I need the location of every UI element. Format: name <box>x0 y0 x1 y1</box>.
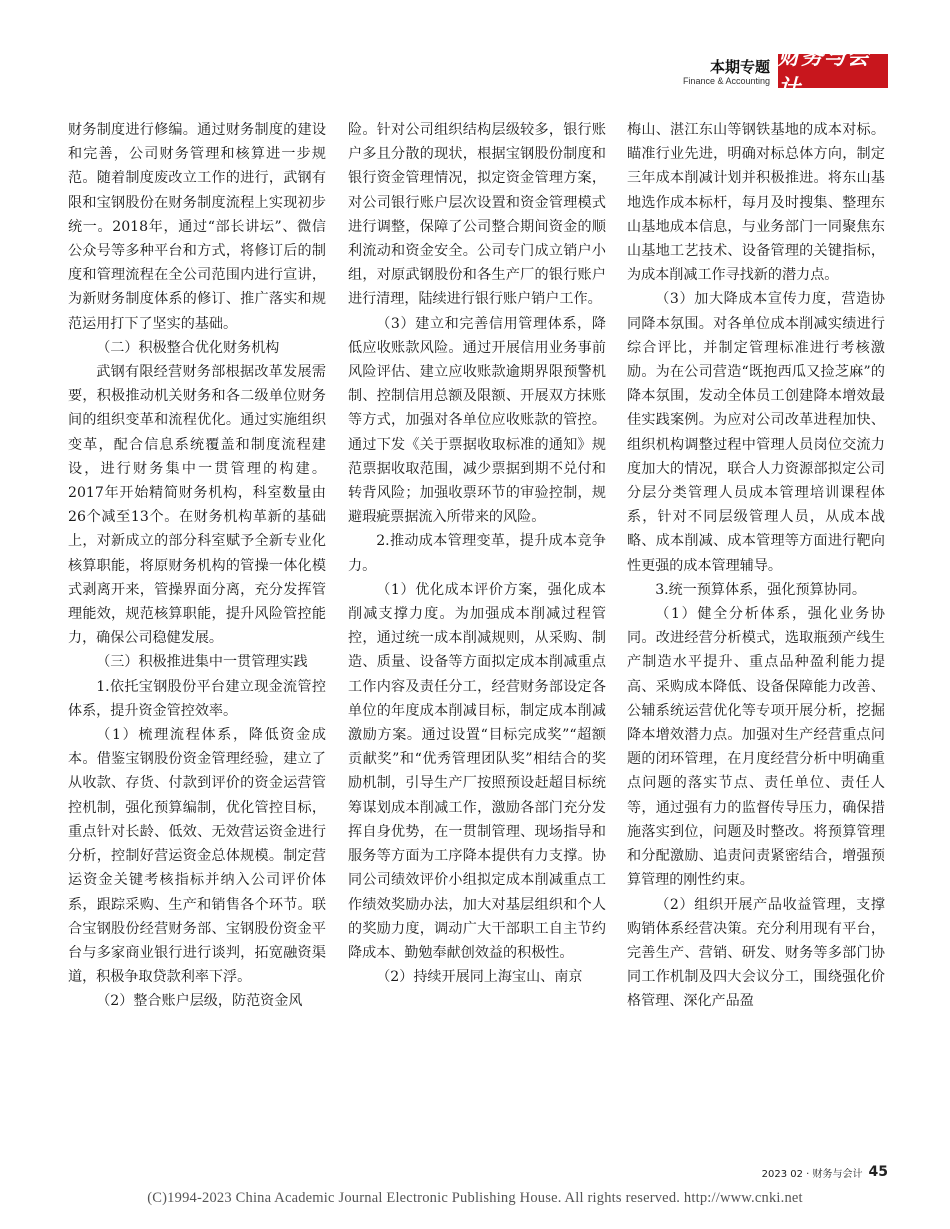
subsection-heading: 1.依托宝钢股份平台建立现金流管控体系，提升资金管控效率。 <box>68 678 326 719</box>
copyright-notice: (C)1994-2023 China Academic Journal Electronic Publishing House. All rights reserved. http://www.cnki.net <box>147 1190 803 1206</box>
text-column-2 <box>348 118 606 989</box>
paragraph: （3）加大降成本宣传力度，营造协同降本氛围。对各单位成本削减实绩进行综合评比，并制定管理标准进行考核激励。为在公司营造“既抱西瓜又捡芝麻”的降本氛围，发动全体员工创建降本增效最佳实践案例。为应对公司改革进程加快、组织机构调整过程中管理人员岗位交流力度加大的情况，联合人力资源部拟定公司分层分类管理人员成本管理培训课程体系，针对不同层级管理人员，从成本战略、成本削减、成本管理等方面进行靶向性更强的成本管理辅导。 <box>627 291 885 574</box>
section-heading: （三）积极推进集中一贯管理实践 <box>96 654 308 671</box>
issue-info: 2023 02 · 财务与会计 <box>761 1168 863 1180</box>
journal-subtitle: Finance & Accounting <box>682 76 770 86</box>
subsection-heading: 3.统一预算体系，强化预算协同。 <box>655 581 866 598</box>
paragraph: （2）持续开展同上海宝山、南京 <box>376 969 583 986</box>
paragraph: （2）整合账户层级，防范资金风 <box>96 993 303 1010</box>
section-heading: （二）积极整合优化财务机构 <box>96 339 280 356</box>
text-column-1 <box>68 118 326 1014</box>
page-header <box>528 44 888 101</box>
text-column-3 <box>627 118 885 1014</box>
paragraph: （2）组织开展产品收益管理，支撑购销体系经营决策。充分利用现有平台，完善生产、营销、研发、财务等多部门协同工作机制及四大会议分工，围绕强化价格管理、深化产品盈 <box>627 896 885 1010</box>
paragraph: （3）建立和完善信用管理体系，降低应收账款风险。通过开展信用业务事前风险评估、建立应收账款逾期界限预警机制、控制信用总额及限额、开展双方抹账等方式，加强对各单位应收账款的管控。通过下发《关于票据收取标准的通知》规范票据收取范围，减少票据到期不兑付和转背风险；加强收票环节的审验控制，规避瑕疵票据流入所带来的风险。 <box>348 315 606 526</box>
page-footer <box>762 1164 888 1180</box>
subsection-heading: 2.推动成本管理变革，提升成本竞争力。 <box>348 533 606 574</box>
page-number: 45 <box>868 1164 888 1180</box>
paragraph: 险。针对公司组织结构层级较多，银行账户多且分散的现状，根据宝钢股份制度和银行资金管理情况，拟定资金管理方案，对公司银行账户层次设置和资金管理模式进行调整，保障了公司整合期间资金的顺利流动和资金安全。公司专门成立销户小组，对原武钢股份和各生产厂的银行账户进行清理，陆续进行银行账户销户工作。 <box>348 122 606 308</box>
paragraph: （1）健全分析体系，强化业务协同。改进经营分析模式，选取瓶颈产线生产制造水平提升、重点品种盈利能力提高、采购成本降低、设备保障能力改善、公辅系统运营优化等专项开展分析，挖掘降本增效潜力点。加强对生产经营重点问题的闭环管理，在月度经营分析中明确重点问题的落实节点、责任单位、责任人等，通过强有力的监督传导压力，确保措施落实到位，问题及时整改。将预算管理和分配激励、追责问责紧密结合，增强预算管理的刚性约束。 <box>627 606 885 889</box>
paragraph: （1）优化成本评价方案，强化成本削减支撑力度。为加强成本削减过程管控，通过统一成本削减规则，从采购、制造、质量、设备等方面拟定成本削减重点工作内容及责任分工，经营财务部设定各单位的年度成本削减目标，制定成本削减激励方案。通过设置“目标完成奖”“超额贡献奖”和“优秀管理团队奖”相结合的奖励机制，引导生产厂按照预设赶超目标统筹谋划成本削减工作，激励各部门充分发挥自身优势，在一贯制管理、现场指导和服务等方面为工序降本提供有力支撑。协同公司绩效评价小组拟定成本削减重点工作绩效奖励办法，加大对基层组织和个人的奖励力度，调动广大干部职工自主节约降成本、勤勉奉献创效益的积极性。 <box>348 581 606 961</box>
paragraph: 梅山、湛江东山等钢铁基地的成本对标。瞄准行业先进，明确对标总体方向，制定三年成本削减计划并积极推进。将东山基地选作成本标杆，每月及时搜集、整理东山基地成本信息，与业务部门一同聚焦东山基地工艺技术、设备管理的关键指标，为成本削减工作寻找新的潜力点。 <box>627 122 885 284</box>
journal-logo: 财务与会计 <box>778 54 888 88</box>
paragraph: 武钢有限经营财务部根据改革发展需要，积极推动机关财务和各二级单位财务间的组织变革和流程优化。通过实施组织变革，配合信息系统覆盖和制度流程建设，进行财务集中一贯管理的构建。2017年开始精简财务机构，科室数量由26个减至13个。在财务机构革新的基础上，对新成立的部分科室赋予全新专业化核算职能，将原财务机构的管操一体化模式剥离开来，管操界面分离，充分发挥管理能效，规范核算职能，提升风险管控能力，确保公司稳健发展。 <box>68 364 326 647</box>
paragraph: （1）梳理流程体系，降低资金成本。借鉴宝钢股份资金管理经验，建立了从收款、存货、付款到评价的资金运营管控机制，强化预算编制，优化管控目标，重点针对长龄、低效、无效营运资金进行分析，控制好营运资金总体规模。制定营运资金关键考核指标并纳入公司评价体系，跟踪采购、生产和销售各个环节。联合宝钢股份经营财务部、宝钢股份资金平台与多家商业银行进行谈判，拓宽融资渠道，积极争取贷款利率下浮。 <box>68 727 326 986</box>
paragraph: 财务制度进行修编。通过财务制度的建设和完善，公司财务管理和核算进一步规范。随着制度废改立工作的进行，武钢有限和宝钢股份在财务制度流程上实现初步统一。2018年，通过“部长讲坛”、微信公众号等多种平台和方式，将修订后的制度和管理流程在全公司范围内进行宣讲，为新财务制度体系的修订、推广落实和规范运用打下了坚实的基础。 <box>68 122 326 332</box>
section-title: 本期专题 <box>709 58 770 76</box>
